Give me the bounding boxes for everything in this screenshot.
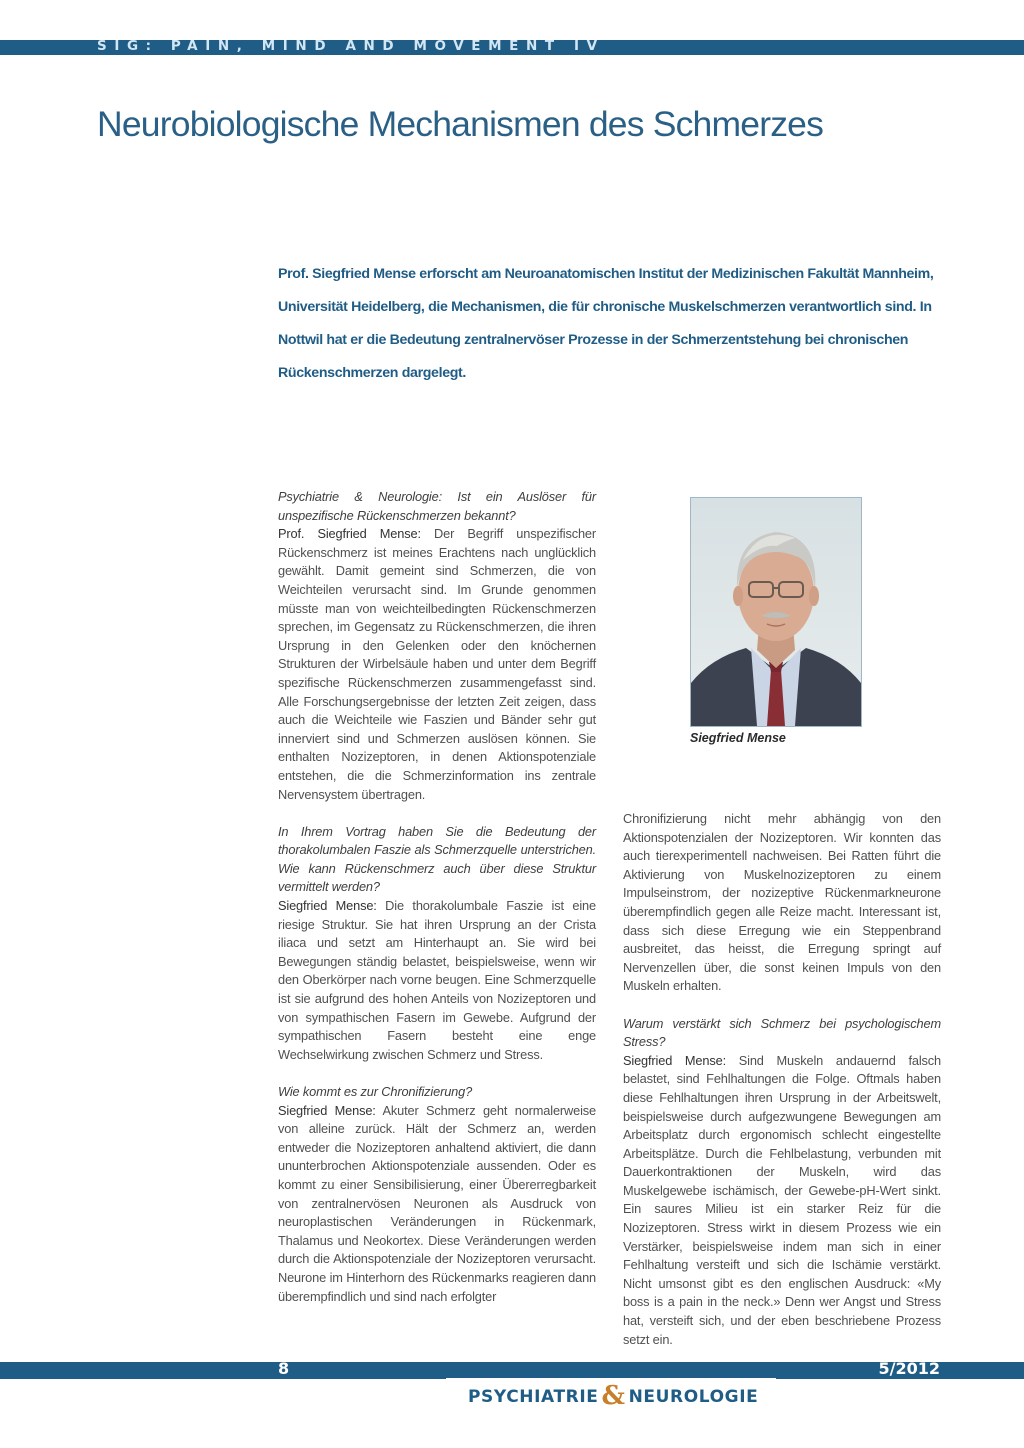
left-column: [278, 488, 596, 1306]
portrait-image: [691, 498, 861, 726]
question-1: Psychiatrie & Neurologie: Ist ein Auslöser für unspezifische Rückenschmerzen bekannt?: [278, 489, 596, 523]
issue-number: 5/2012: [878, 1359, 940, 1378]
photo-caption: Siegfried Mense: [690, 731, 786, 745]
speaker-2: Siegfried Mense:: [278, 898, 377, 914]
right-column: [623, 810, 941, 1349]
answer-3: Akuter Schmerz geht normalerweise von alleine zurück. Hält der Schmerz an, werden entweder die Nozizeptoren anhaltend aktiviert, die dann ununterbrochen Aktionspotenziale aussenden. Oder es kommt zu einer Sensibilisierung, einer Übererregbarkeit von zentralnervösen Neuronen als Ausdruck von neuroplastischen Veränderungen in Rückenmark, Thalamus und Neokortex. Diese Veränderungen werden durch die Aktionspotenziale der Nozizeptoren verursacht. Neurone im Hinterhorn des Rückenmarks reagieren dann überempfindlich und sind nach erfolgter: [278, 1102, 596, 1304]
interview-block-2: [278, 823, 596, 1065]
answer-1: Der Begriff unspezifischer Rückenschmerz ist meines Erachtens nach unglücklich gewählt. Damit gemeint sind Schmerzen, die von Weichteilen verursacht sind. Im Grunde genommen müsste man von weichteilbedingten Rückenschmerzen sprechen, im Gegensatz zu Rückenschmerzen, die ihren Ursprung in den Gelenken oder den knöchernen Strukturen der Wirbelsäule haben und unter dem Begriff spezifische Rückenschmerzen zusammengefasst sind. Alle Forschungsergebnisse der letzten Zeit zeigen, dass auch die Weichteile wie Faszien und Bänder sehr gut innerviert sind und Schmerzen auslösen können. Sie enthalten Nozizeptoren, in denen Aktionspotenziale entstehen, die die Schmerzinformation ins zentrale Nervensystem übertragen.: [278, 526, 596, 802]
portrait-photo: [690, 497, 862, 727]
footer-bar: [0, 1362, 1024, 1379]
answer-4: Sind Muskeln andauernd falsch belastet, sind Fehlhaltungen die Folge. Oftmals haben diese Fehlhaltungen ihren Ursprung in der Arbeitswelt, beispielsweise durch aufgezwungene Bewegungen am Arbeitsplatz durch ergonomisch schlecht eingestellte Arbeitsplätze. Durch die Fehlbelastung, verbunden mit Dauerkontraktionen der Muskeln, wird das Muskelgewebe ischämisch, der Gewebe-pH-Wert sinkt. Ein saures Milieu ist ein starker Reiz für die Nozizeptoren. Stress wirkt in diesem Prozess wie ein Verstärker, beispielsweise indem man sich in einer Fehlhaltung versteift und sich die Ischämie verstärkt. Nicht umsonst gibt es den englischen Ausdruck: «My boss is a pain in the neck.» Denn wer Angst und Stress hat, versteift sich, und der eben beschriebene Prozess setzt ein.: [623, 1052, 941, 1347]
answer-2: Die thorakolumbale Faszie ist eine riesige Struktur. Sie hat ihren Ursprung an der Crista iliaca und setzt am Hinterhaupt an. Sie wird bei Bewegungen ständig belastet, beispielsweise, wenn wir den Oberkörper nach vorne beugen. Eine Schmerzquelle ist sie aufgrund des hohen Anteils von Nozizeptoren und von sympathischen Fasern im Gewebe. Aufgrund der sympathischen Fasern besteht eine enge Wechselwirkung zwischen Schmerz und Stress.: [278, 898, 596, 1062]
interview-block-4: [623, 1015, 941, 1350]
logo-right: NEUROLOGIE: [628, 1387, 759, 1407]
question-4: Warum verstärkt sich Schmerz bei psychologischem Stress?: [623, 1015, 941, 1050]
speaker-4: Siegfried Mense:: [623, 1052, 726, 1068]
question-3: Wie kommt es zur Chronifizierung?: [278, 1084, 473, 1099]
header-bar: [0, 40, 1024, 55]
speaker-3: Siegfried Mense:: [278, 1102, 376, 1118]
speaker-1: Prof. Siegfried Mense:: [278, 526, 421, 542]
series-label: SIG: PAIN, MIND AND MOVEMENT IV: [97, 38, 605, 54]
page-number: 8: [278, 1359, 290, 1378]
page-title: Neurobiologische Mechanismen des Schmerzes: [97, 104, 824, 144]
continuation-paragraph: Chronifizierung nicht mehr abhängig von den Aktionspotenzialen der Nozizeptoren. Wir konnten das auch tierexperimentell nachweisen. Bei Ratten führt die Aktivierung von Muskelnozizeptoren zu einem Impulseinstrom, der nozizeptive Rückenmarkneurone überempfindlich gegen alle Reize macht. Interessant ist, dass sich diese Erregung wie ein Steppenbrand ausbreitet, das heisst, die Erregung springt auf Nervenzellen über, die sonst keinen Impuls von den Muskeln erhalten.: [623, 811, 941, 994]
interview-block-1: [278, 488, 596, 804]
question-2: In Ihrem Vortrag haben Sie die Bedeutung der thorakolumbalen Faszie als Schmerzquelle unterstrichen. Wie kann Rückenschmerz auch über diese Struktur vermittelt werden?: [278, 823, 596, 895]
logo-ampersand: &: [601, 1381, 626, 1411]
lead-paragraph: Prof. Siegfried Mense erforscht am Neuroanatomischen Institut der Medizinischen Fakultät Mannheim, Universität Heidelberg, die Mechanismen, die für chronische Muskelschmerzen verantwortlich sind. In Nottwil hat er die Bedeutung zentralnervöser Prozesse in der Schmerzentstehung bei chronischen Rückenschmerzen dargelegt.: [278, 266, 934, 381]
journal-logo: [468, 1381, 758, 1411]
interview-block-3: [278, 1083, 596, 1306]
logo-left: PSYCHIATRIE: [468, 1387, 599, 1407]
